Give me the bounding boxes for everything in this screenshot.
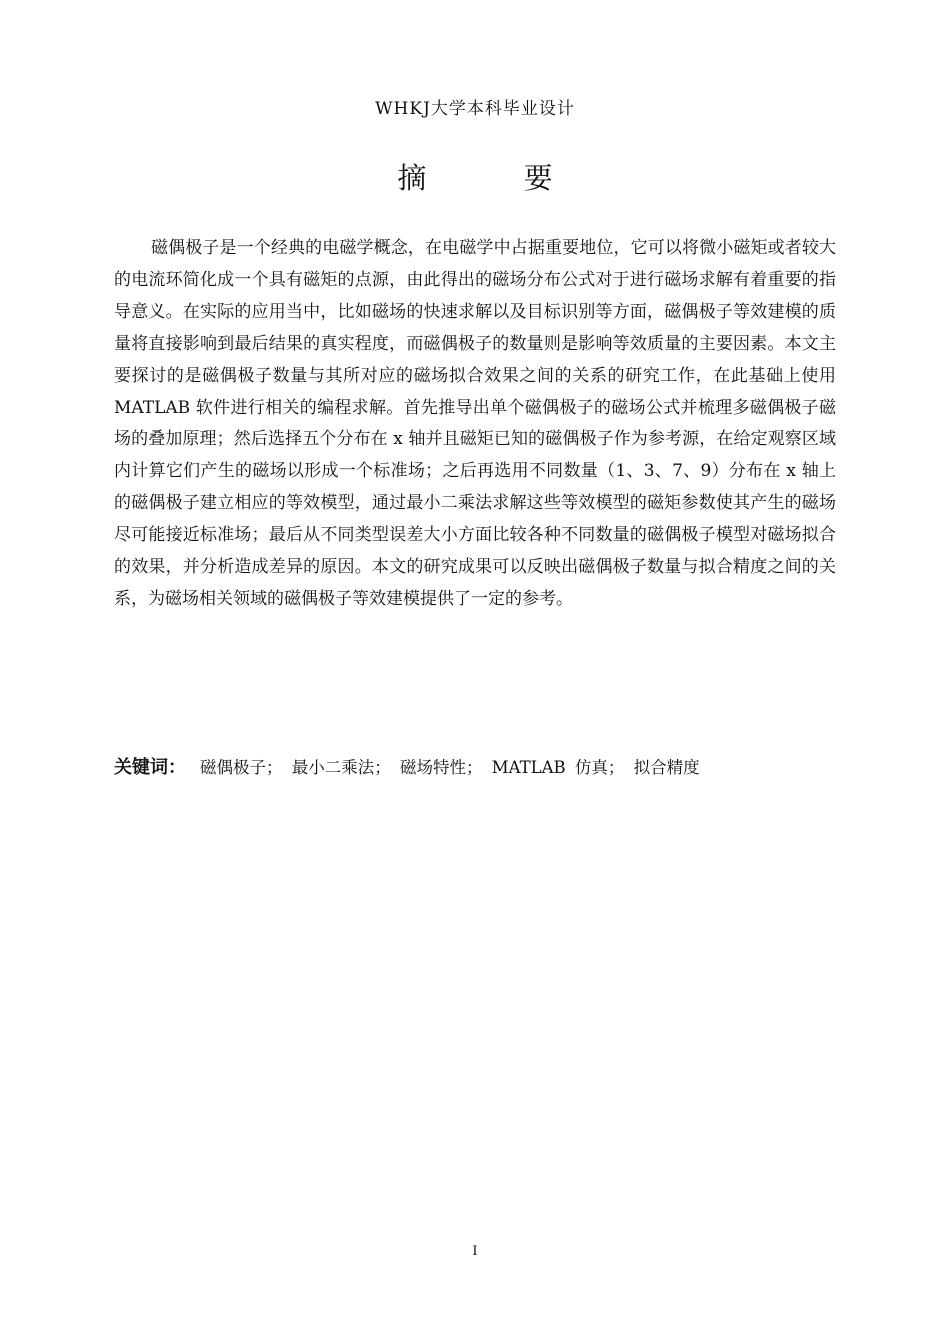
abstract-title: 摘 要	[397, 161, 597, 195]
running-header: WHKJ大学本科毕业设计	[375, 99, 575, 119]
keywords-text: 磁偶极子； 最小二乘法； 磁场特性； MATLAB 仿真； 拟合精度	[200, 758, 700, 777]
page-number: I	[472, 1244, 478, 1259]
keywords-line	[114, 753, 836, 783]
abstract-paragraph: 磁偶极子是一个经典的电磁学概念，在电磁学中占据重要地位，它可以将微小磁矩或者较大的电流环简化成一个具有磁矩的点源，由此得出的磁场分布公式对于进行磁场求解有着重要的指导意义。在实际的应用当中，比如磁场的快速求解以及目标识别等方面，磁偶极子等效建模的质量将直接影响到最后结果的真实程度，而磁偶极子的数量则是影响等效质量的主要因素。本文主要探讨的是磁偶极子数量与其所对应的磁场拟合效果之间的关系的研究工作，在此基础上使用 MATLAB 软件进行相关的编程求解。首先推导出单个磁偶极子的磁场公式并梳理多磁偶极子磁场的叠加原理；然后选择五个分布在 x 轴并且磁矩已知的磁偶极子作为参考源，在给定观察区域内计算它们产生的磁场以形成一个标准场；之后再选用不同数量（1、3、7、9）分布在 x 轴上的磁偶极子建立相应的等效模型，通过最小二乘法求解这些等效模型的磁矩参数使其产生的磁场尽可能接近标准场；最后从不同类型误差大小方面比较各种不同数量的磁偶极子模型对磁场拟合的效果，并分析造成差异的原因。本文的研究成果可以反映出磁偶极子数量与拟合精度之间的关系，为磁场相关领域的磁偶极子等效建模提供了一定的参考。	[114, 238, 836, 609]
keywords-label: 关键词：	[114, 757, 186, 778]
